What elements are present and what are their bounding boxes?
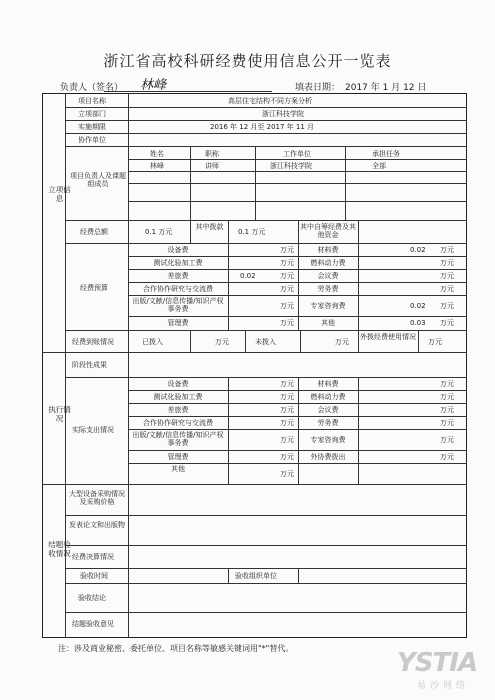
col-line [128,330,129,352]
row-line [128,171,467,172]
expense-right-label: 劳务费 [317,418,339,427]
row-line [128,159,467,160]
budget-left-unit: 万元 [280,319,294,327]
owner-signature: 林峰 [140,78,167,93]
row-line [65,612,467,613]
member-task: 全部 [372,162,386,170]
expense-right-unit: 万元 [440,435,454,444]
row-line [65,220,467,221]
project-name-label: 项目名称 [78,97,106,105]
col-line [418,330,419,352]
expense-left-unit: 万元 [280,452,294,461]
expense-label: 实际支出情况 [72,426,114,434]
row-line [65,120,467,121]
budget-left-label: 出版/文献/信息传播/知识产权事务费 [132,297,224,313]
member-title: 讲师 [205,162,219,170]
budget-right-label: 劳务费 [317,284,339,293]
expense-left-unit: 万元 [280,469,294,478]
budget-label: 经费预算 [80,284,108,292]
budget-left-value: 0.02 [240,271,256,280]
expense-left-unit: 万元 [280,392,294,401]
expense-right-label: 专家咨询费 [310,435,346,444]
self-funds-label: 其中自筹经费及其他资金 [300,223,356,239]
budget-right-unit: 万元 [440,284,454,293]
section-final: 结题验收情况 [48,540,71,558]
received-label: 已拨入 [142,338,163,346]
col-line [128,377,129,484]
expense-left-label: 设备费 [167,379,189,388]
col-line [190,330,191,352]
col-line [190,220,191,243]
pending-label: 未拨入 [255,338,276,346]
row-line [42,484,65,485]
expense-right-unit: 万元 [440,418,454,427]
expense-left-unit: 万元 [280,405,294,414]
signature-line [104,91,272,92]
col-line [128,220,129,243]
budget-left-unit: 万元 [280,301,294,310]
col-line [345,146,346,220]
budget-left-unit: 万元 [280,245,294,254]
col-line [128,352,129,377]
external-label: 外拨经费使用情况 [360,333,416,341]
row-line [65,377,467,378]
budget-left-label: 管理费 [167,319,189,327]
col-line [298,568,299,583]
section-expenditure: 执行情况 [48,405,71,423]
dept-value: 浙江科技学院 [262,110,304,118]
member-unit: 浙江科技学院 [270,162,312,170]
row-line [65,146,467,147]
col-line [228,220,229,243]
expense-right-unit: 万元 [440,405,454,414]
budget-right-label: 专家咨询费 [310,301,346,310]
col-line [228,568,229,583]
expense-right-label: 材料费 [317,379,339,388]
row-line [128,201,467,202]
members-header-unit: 工作单位 [283,150,311,158]
accept-time-label: 验收时间 [80,572,108,580]
budget-left-unit: 万元 [280,271,294,280]
row-line [65,568,467,569]
members-header-name: 姓名 [150,150,164,158]
accept-unit-label: 验收组织单位 [235,572,277,580]
budget-left-label: 设备费 [167,245,189,254]
owner-label: 负责人（签名） [60,83,124,93]
expense-right-unit: 万元 [440,392,454,401]
expense-right-label: 会议费 [317,405,339,414]
expense-right-unit: 万元 [440,452,454,461]
col-line [228,243,229,330]
row-line [42,352,65,353]
col-line [300,330,301,352]
col-line [298,377,299,484]
audit-label: 经费决算情况 [72,553,114,561]
row-line [65,330,467,331]
expense-right-label: 燃料动力费 [310,392,346,401]
row-line [65,352,467,353]
expense-left-label: 其他 [171,465,185,473]
period-value: 2016 年 12 月至 2017 年 11 月 [210,123,315,131]
col-line [298,243,299,330]
watermark-logo [397,648,489,692]
unit-label: 协作单位 [78,136,106,144]
col-line [128,484,129,638]
row-line [65,133,467,134]
row-line [65,107,467,108]
budget-right-value: 0.02 [410,301,426,310]
date-value: 2017 年 1 月 12 日 [345,83,427,93]
project-name-value: 高层住宅结构不同方案分析 [228,97,312,105]
col-line [298,220,299,243]
expense-left-unit: 万元 [280,379,294,388]
row-line [65,484,467,485]
col-line [128,243,129,330]
final-result-label: 结题验收意见 [72,620,114,628]
col-line [228,377,229,484]
received-unit: 万元 [215,338,229,346]
budget-right-unit: 万元 [440,319,454,327]
budget-right-label: 材料费 [317,245,339,254]
period-label: 实施期限 [78,123,106,131]
col-line [245,330,246,352]
row-line [65,545,467,546]
date-label: 填表日期： [295,83,341,93]
expense-left-label: 测试化验加工费 [153,392,203,401]
expense-right-unit: 万元 [440,379,454,388]
budget-right-unit: 万元 [440,258,454,267]
budget-right-unit: 万元 [440,301,454,310]
total-funds-label: 经费总额 [80,228,108,236]
row-line [65,243,467,244]
results-label: 阶段性成果 [72,361,107,369]
accept-result-label: 验收结论 [78,594,106,602]
expense-left-label: 合作协作研究与交流费 [143,418,213,427]
members-label: 项目负责人及课题组成员 [70,172,126,188]
row-line [128,183,467,184]
expense-left-label: 差旅费 [167,405,189,414]
allocated-funds-value: 0.1 万元 [238,228,266,236]
pending-unit: 万元 [335,338,349,346]
col-line [358,377,359,484]
expense-left-unit: 万元 [280,418,294,427]
total-funds-value: 0.1 万元 [145,228,173,236]
col-line [255,146,256,220]
budget-right-label: 会议费 [317,271,339,280]
watermark-mark: YSTIA [397,648,478,678]
assets-label: 大型设备采购情况及采购价格 [69,490,125,506]
members-header-title: 职称 [205,150,219,158]
col-line [358,243,359,330]
form-title: 浙江省高校科研经费使用信息公开一览表 [103,52,392,70]
budget-left-label: 测试化验加工费 [153,258,203,267]
member-name: 林峰 [150,162,164,170]
section-project-info: 立项信息 [48,185,71,203]
row-line [65,515,467,516]
col-line [128,93,129,146]
paper-label: 发表论文和出版物 [69,521,125,529]
expense-left-label: 管理费 [167,452,189,461]
budget-right-label: 燃料动力费 [310,258,346,267]
col-line [190,146,191,220]
expense-right-label: 外协费拨出 [310,452,346,461]
expense-left-label: 出版/文献/信息传播/知识产权事务费 [132,431,224,447]
row-line [65,583,467,584]
budget-left-label: 差旅费 [167,271,189,280]
col-line [358,220,359,243]
footer-note: 注：涉及商业秘密、委托单位、项目名称等敏感关键词用"*"替代。 [58,644,294,653]
col-line [358,330,359,352]
external-unit: 万元 [428,338,442,346]
budget-right-value: 0.03 [410,319,426,327]
watermark-sub: 易沙网络 [417,681,470,691]
budget-left-unit: 万元 [280,258,294,267]
dept-label: 立项部门 [78,110,106,118]
allocation-label: 经费到账情况 [72,338,114,346]
budget-right-value: 0.02 [410,245,426,254]
budget-right-label: 其他 [321,319,335,327]
budget-right-unit: 万元 [440,271,454,280]
budget-right-unit: 万元 [440,245,454,254]
budget-left-unit: 万元 [280,284,294,293]
allocated-funds-label: 其中拨款 [195,223,224,231]
budget-left-label: 合作协作研究与交流费 [143,284,213,293]
members-header-task: 承担任务 [372,150,400,158]
expense-left-unit: 万元 [280,435,294,444]
